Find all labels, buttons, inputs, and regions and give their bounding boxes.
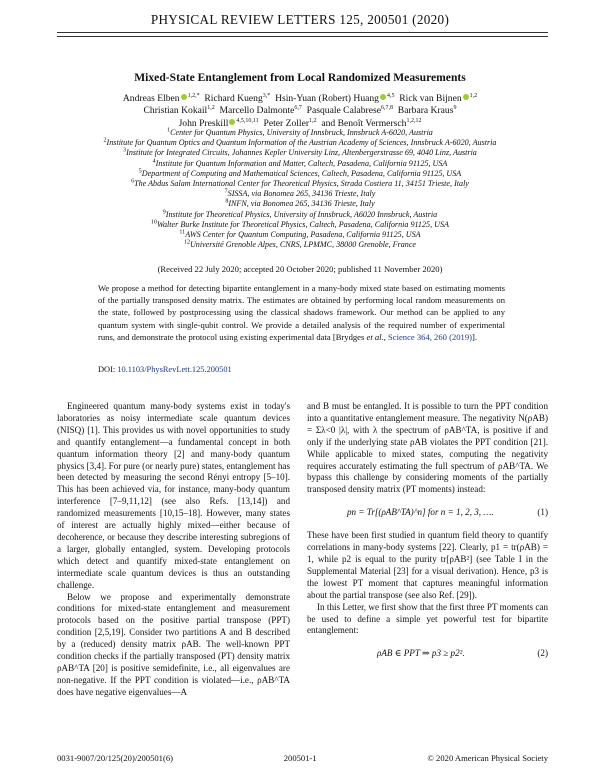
- affiliation-num: 5: [138, 168, 142, 175]
- affiliation-num: 9: [162, 208, 166, 215]
- affiliation-text: Institute for Theoretical Physics, University of Innsbruck, A6020 Innsbruck, Austria: [165, 209, 438, 219]
- affiliation-text: The Abdus Salam International Center for Theoretical Physics, Strada Costiera 11, 34151 Trieste, Italy: [134, 179, 469, 189]
- affiliation: [40, 179, 560, 189]
- equation-2-number: (2): [537, 648, 548, 659]
- affiliation: [40, 240, 560, 250]
- right-column: [307, 401, 548, 671]
- author-name[interactable]: Pasquale Calabrese: [306, 105, 381, 117]
- equation-2-body: ρAB ∈ PPT ⇒ p3 ≥ p2².: [377, 648, 465, 659]
- affiliation-list: [40, 128, 560, 250]
- header-rule: [57, 32, 548, 33]
- paper-title: Mixed-State Entanglement from Local Randomized Measurements: [134, 71, 466, 84]
- affiliation-num: 1: [167, 127, 171, 134]
- body-paragraph: These have been first studied in quantum field theory to quantify correlations in many-body systems [22]. Clearly, p1 = tr(ρAB) = 1, while p2 is equal to the purity tr[ρAB²] (see Table I in the Supplemental Material [23] for a visual derivation). Hence, p3 is the lowest PT moment that captures meaningful information about the partial transpose (see also Ref. [29]).: [307, 530, 548, 600]
- author-sup: 6,7: [294, 105, 302, 112]
- journal-header: PHYSICAL REVIEW LETTERS 125, 200501 (2020): [150, 12, 450, 27]
- doi-line: [98, 365, 232, 374]
- author-sup: 6,7,8: [381, 105, 393, 112]
- footer-page-number: 200501-1: [283, 753, 317, 763]
- affiliation-text: Institute for Quantum Information and Matter, Caltech, Pasadena, California 91125, USA: [155, 158, 448, 168]
- author-list: [60, 93, 540, 130]
- equation-2: [307, 648, 548, 660]
- author-sup: 9: [453, 105, 457, 112]
- affiliation-text: Institute for Integrated Circuits, Johannes Kepler University Linz, Altenbergerstrasse 69, 4040 Linz, Austria: [126, 148, 477, 158]
- equation-1-body: pn = Tr[(ρAB^TA)^n] for n = 1, 2, 3, ….: [347, 507, 494, 518]
- affiliation-text: Université Grenoble Alpes, CNRS, LPMMC, 38000 Grenoble, France: [189, 240, 417, 250]
- orcid-icon[interactable]: [181, 94, 187, 100]
- affiliation-text: SISSA, via Bonomea 265, 34136 Trieste, Italy: [227, 189, 376, 199]
- affiliation-num: 8: [225, 198, 229, 205]
- affiliation-num: 12: [183, 239, 190, 246]
- affiliation: [40, 210, 560, 220]
- doi-link[interactable]: 10.1103/PhysRevLett.125.200501: [117, 365, 232, 374]
- affiliation: [40, 220, 560, 230]
- footer-issn: 0031-9007/20/125(20)/200501(6): [57, 753, 174, 763]
- abstract-text: We propose a method for detecting bipartite entanglement in a many-body mixed state based on estimating moments of the partially transposed density matrix. The estimates are obtained by performing local random measurements on the state, followed by postprocessing using the classical shadows framework. Our method can be applied to any quantum system with single-qubit control. We provide a detailed analysis of the required number of experimental runs, and demonstrate the protocol using existing experimental data [Brydges: [98, 283, 505, 342]
- publication-dates: (Received 22 July 2020; accepted 20 October 2020; published 11 November 2020): [157, 264, 443, 274]
- page-footer: [57, 753, 548, 763]
- author-name[interactable]: Marcello Dalmonte: [219, 105, 295, 117]
- author-name[interactable]: Hsin-Yuan (Robert) Huang: [275, 93, 379, 104]
- affiliation-num: 6: [131, 178, 135, 185]
- abstract-end: ].: [472, 331, 478, 342]
- affiliation: [40, 128, 560, 138]
- body-paragraph: In this Letter, we first show that the first three PT moments can be used to define a simple yet powerful test for bipartite entanglement:: [307, 601, 548, 636]
- author-line-2: [60, 105, 540, 117]
- affiliation: [40, 148, 560, 158]
- author-name[interactable]: and Benoît Vermersch: [321, 117, 407, 129]
- orcid-icon[interactable]: [229, 119, 235, 125]
- author-line-1: [60, 93, 540, 105]
- left-column: [57, 401, 290, 699]
- author-sup: 4,5,10,11: [236, 117, 259, 124]
- affiliation-text: Center for Quantum Physics, University of Innsbruck, Innsbruck A-6020, Austria: [170, 128, 433, 137]
- author-sup: 1,2,12: [406, 117, 422, 124]
- affiliation-text: Walter Burke Institute for Theoretical Physics, Caltech, Pasadena, California 91125, USA: [157, 219, 449, 229]
- affiliation-num: 7: [224, 188, 228, 195]
- affiliation-text: Department of Computing and Mathematical Sciences, Caltech, Pasadena, California 91125, USA: [141, 168, 462, 178]
- author-name[interactable]: Christian Kokail: [143, 105, 208, 117]
- orcid-icon[interactable]: [463, 94, 469, 100]
- abstract-etal: et al.: [366, 331, 384, 342]
- author-name[interactable]: Peter Zoller: [263, 117, 310, 129]
- affiliation-num: 3: [123, 147, 127, 154]
- affiliation: [40, 230, 560, 240]
- body-paragraph: Below we propose and experimentally demonstrate conditions for mixed-state entanglement and measurement protocols based on the positive partial transpose (PPT) condition [2,5,19]. Consider two partitions A and B described by a (reduced) density matrix ρAB. The well-known PPT condition checks if the partially transposed (PT) density matrix ρAB^TA [20] is positive semidefinite, i.e., all eigenvalues are non-negative. If the PPT condition is violated—i.e., ρAB^TA does have negative eigenvalues—A: [57, 591, 290, 697]
- author-name[interactable]: Richard Kueng: [204, 93, 263, 104]
- footer-copyright: © 2020 American Physical Society: [427, 753, 548, 763]
- affiliation-num: 11: [179, 229, 186, 236]
- affiliation: [40, 199, 560, 209]
- doi-label: DOI:: [98, 365, 116, 374]
- affiliation-num: 10: [151, 219, 158, 226]
- author-sup: 1,2: [309, 117, 317, 124]
- affiliation: [40, 159, 560, 169]
- equation-1-number: (1): [537, 507, 548, 518]
- affiliation-text: INFN, via Bonomea 265, 34136 Trieste, Italy: [228, 199, 375, 209]
- orcid-icon[interactable]: [380, 94, 386, 100]
- body-paragraph: and B must be entangled. It is possible to turn the PPT condition into a quantitative entanglement measure. The negativity N(ρAB) = Σλ<0 |λ|, with λ the spectrum of ρAB^TA, is positive if and only if the underlying state ρAB violates the PPT condition [21]. While applicable to mixed states, computing the negativity requires accurately estimating the full spectrum of ρAB^TA. We bypass this challenge by considering moments of the partially transposed density matrix (PT moments) instead:: [307, 401, 548, 495]
- equation-1: [307, 507, 548, 519]
- author-sup: 4,5: [386, 92, 395, 99]
- abstract-ref-link[interactable]: Science 364, 260 (2019): [387, 331, 472, 342]
- affiliation-text: Institute for Quantum Optics and Quantum Information of the Austrian Academy of Sciences, Innsbruck A-6020, Austria: [106, 138, 497, 148]
- author-name[interactable]: Barbara Kraus: [397, 105, 454, 117]
- author-sup: 3,*: [262, 92, 271, 99]
- author-sup: 1,2: [469, 92, 478, 99]
- affiliation: [40, 189, 560, 199]
- author-name[interactable]: John Preskill: [178, 117, 229, 129]
- author-name[interactable]: Andreas Elben: [122, 93, 180, 104]
- author-name[interactable]: Rick van Bijnen: [399, 93, 462, 104]
- abstract: We propose a method for detecting bipartite entanglement in a many-body mixed state based on estimating moments of the partially transposed density matrix. The estimates are obtained by performing local random measurements on the state, followed by postprocessing using the classical shadows framework. Our method can be applied to any quantum system with single-qubit control. We provide a detailed analysis of the required number of experimental runs, and demonstrate the protocol using existing experimental data [Brydges et al., Science 364, 260 (2019)].: [98, 283, 505, 342]
- author-sup: 1,2: [207, 105, 215, 112]
- header-rule-2: [57, 36, 548, 37]
- body-paragraph: Engineered quantum many-body systems exist in today's laboratories as noisy intermediate scale quantum devices (NISQ) [1]. This provides us with novel opportunities to study and quantify entanglement—a fundamental concept in both quantum information theory [2] and many-body quantum physics [3,4]. For pure (or nearly pure) states, entanglement has been detected by measuring the second Rényi entropy [5–10]. This has been achieved via, for instance, many-body quantum interference [7–9,11,12] (see also Refs. [13,14]) and randomized measurements [10,15–18]. However, many states of interest are actually highly mixed—either because of decoherence, or because they describe interesting subregions of a larger, globally entangled, system. Developing protocols which detect and quantify mixed-state entanglement on intermediate scale quantum devices is thus an outstanding challenge.: [57, 401, 290, 590]
- affiliation-num: 2: [103, 137, 107, 144]
- author-sup: 1,2,*: [187, 92, 200, 99]
- affiliation-text: AWS Center for Quantum Computing, Pasadena, California 91125, USA: [185, 230, 421, 240]
- affiliation-num: 4: [152, 157, 156, 164]
- affiliation: [40, 169, 560, 179]
- affiliation: [40, 138, 560, 148]
